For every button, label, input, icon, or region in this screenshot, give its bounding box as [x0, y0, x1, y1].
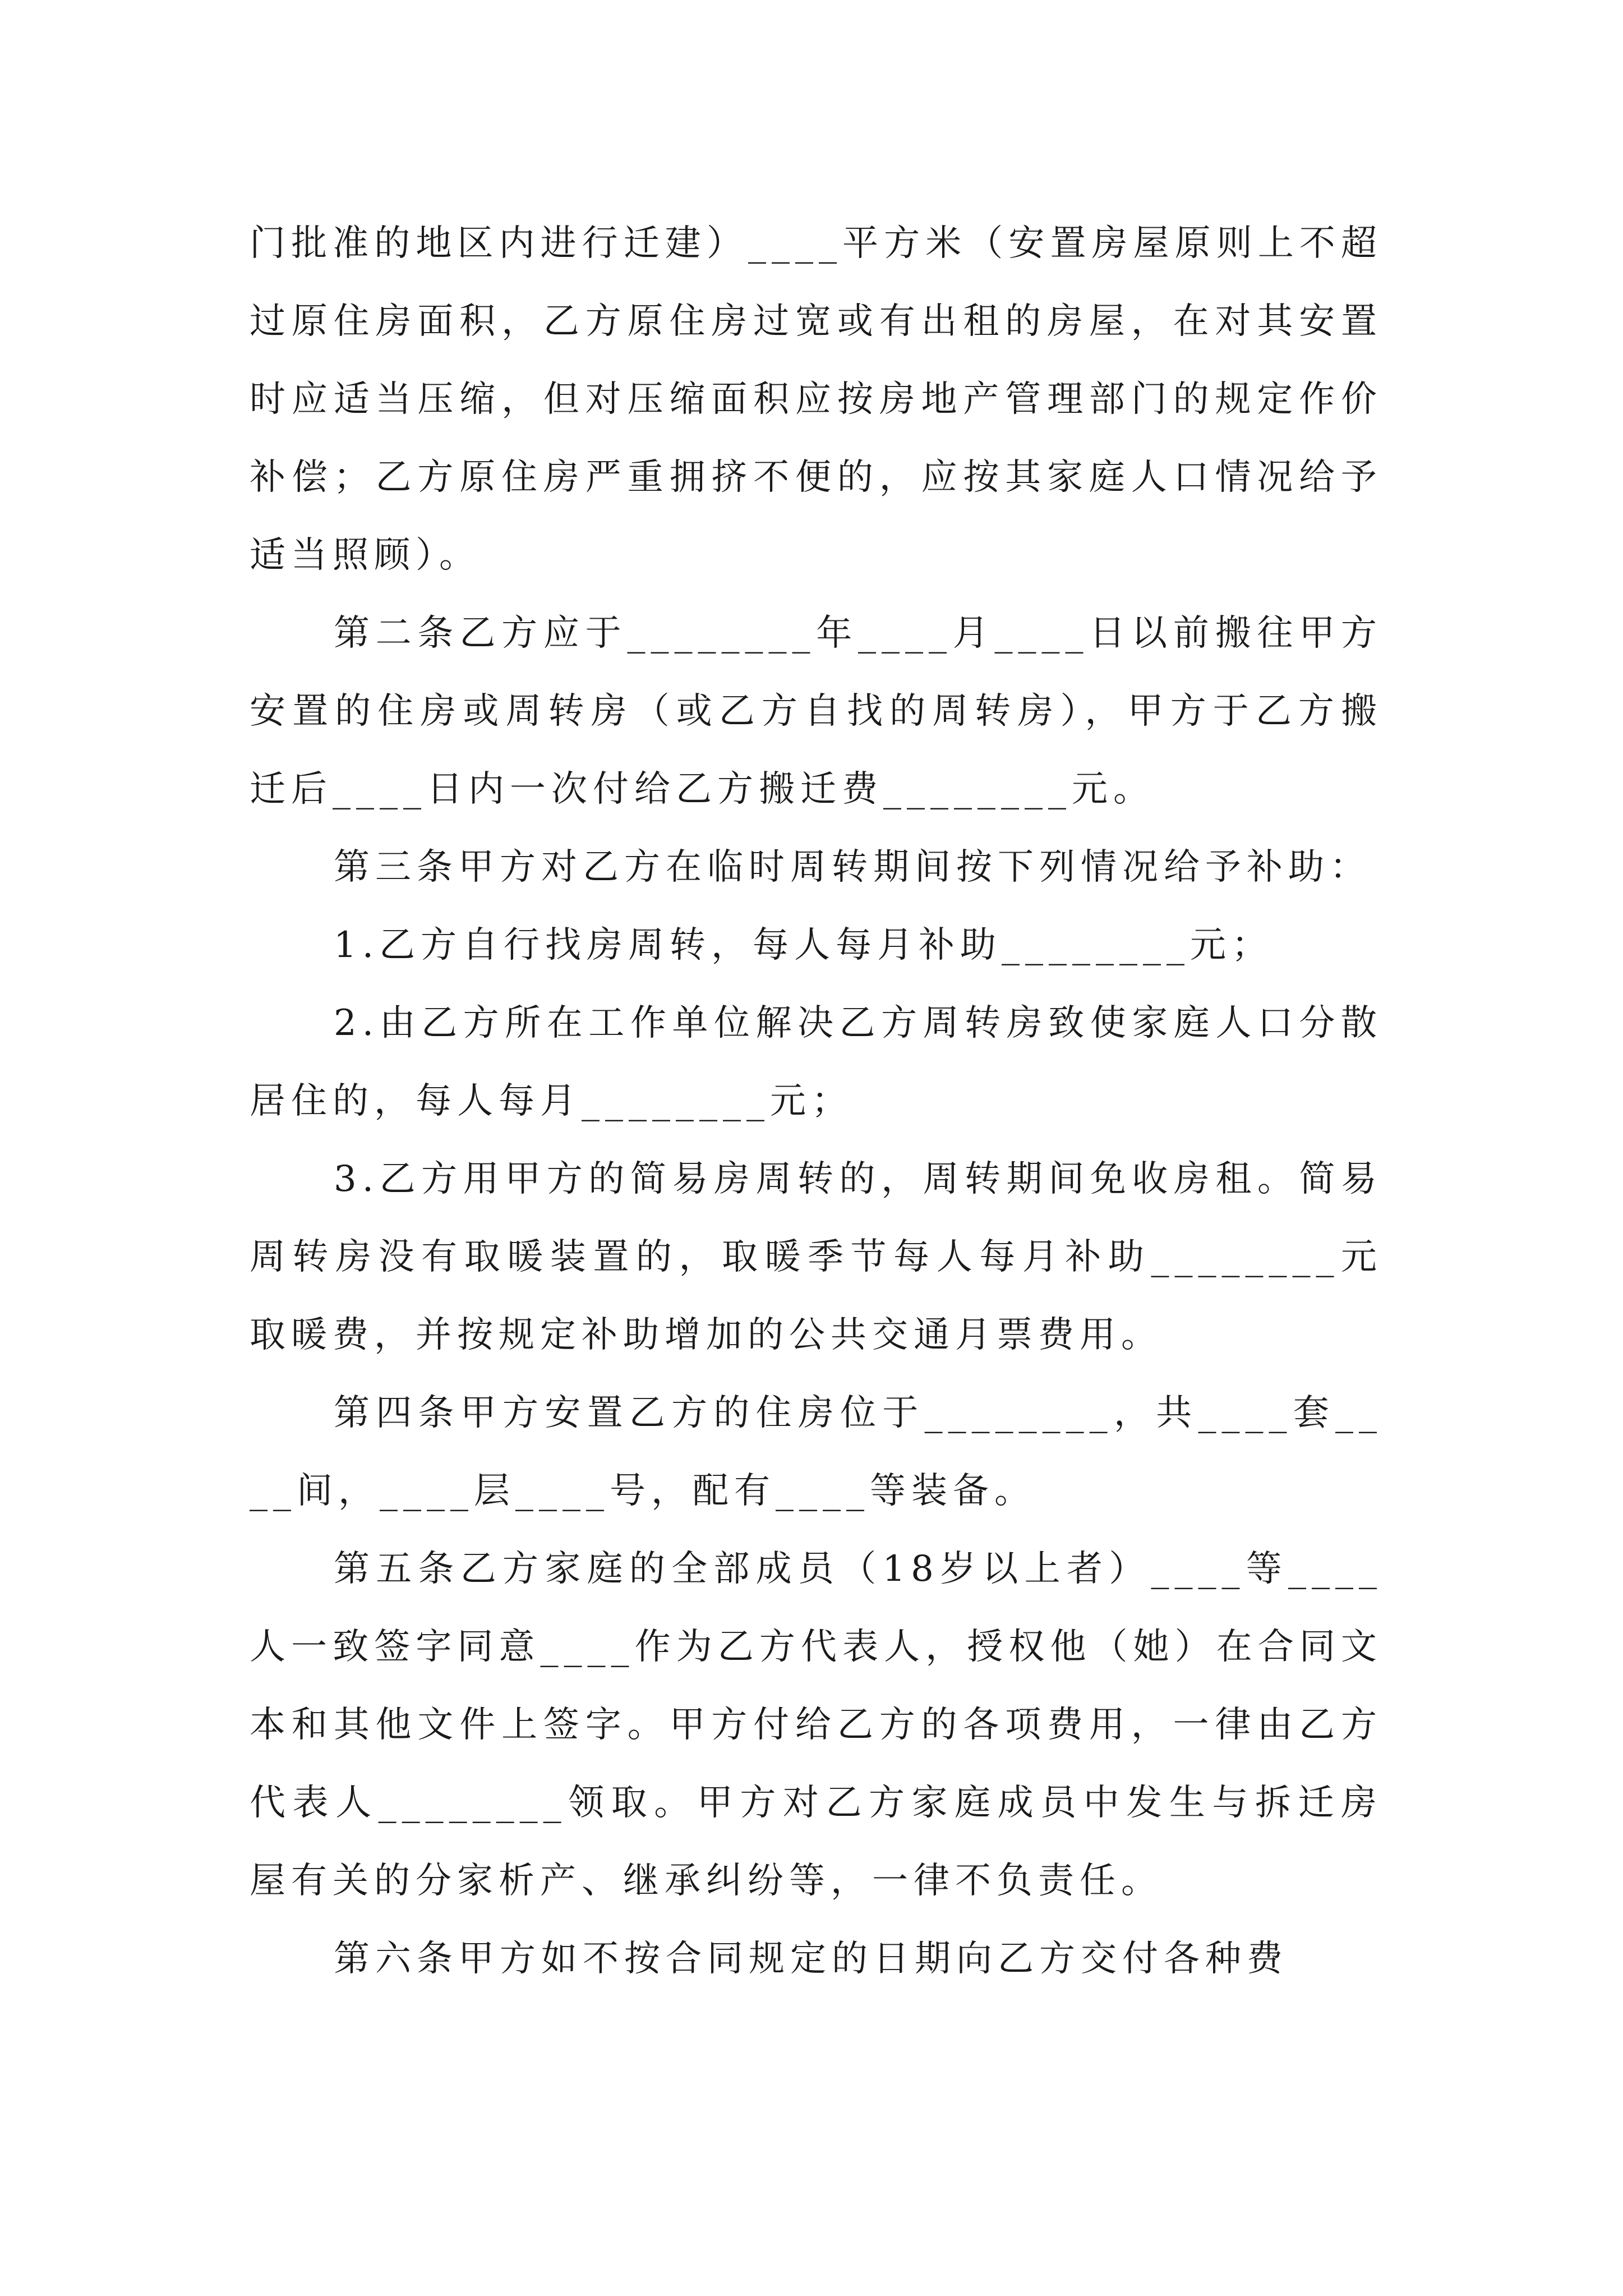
document-body	[250, 205, 1382, 1998]
paragraph-continuation: 门批准的地区内进行迁建）____平方米（安置房屋原则上不超过原住房面积，乙方原住房过宽或有出租的房屋，在对其安置时应适当压缩，但对压缩面积应按房地产管理部门的规定作价补偿；乙方原住房严重拥挤不便的，应按其家庭人口情况给予适当照顾）。	[250, 223, 1382, 576]
article-3-item-3: 3.乙方用甲方的简易房周转的，周转期间免收房租。简易周转房没有取暖装置的，取暖季节每人每月补助________元取暖费，并按规定补助增加的公共交通月票费用。	[250, 1158, 1382, 1356]
article-5-paragraph: 第五条乙方家庭的全部成员（18岁以上者）____等____人一致签字同意____作为乙方代表人，授权他（她）在合同文本和其他文件上签字。甲方付给乙方的各项费用，一律由乙方代表人________领取。甲方对乙方家庭成员中发生与拆迁房屋有关的分家析产、继承纠纷等，一律不负责任。	[250, 1548, 1382, 1902]
article-4-paragraph: 第四条甲方安置乙方的住房位于________，共____套____间，____层____号，配有____等装备。	[250, 1392, 1382, 1512]
article-3-item-2: 2.由乙方所在工作单位解决乙方周转房致使家庭人口分散居住的，每人每月________元；	[250, 1002, 1382, 1122]
article-2-paragraph: 第二条乙方应于________年____月____日以前搬往甲方安置的住房或周转房（或乙方自找的周转房），甲方于乙方搬迁后____日内一次付给乙方搬迁费________元。	[250, 613, 1382, 810]
article-3-paragraph: 第三条甲方对乙方在临时周转期间按下列情况给予补助：	[334, 846, 1371, 888]
article-6-paragraph: 第六条甲方如不按合同规定的日期向乙方交付各种费	[334, 1938, 1288, 1980]
article-3-item-1: 1.乙方自行找房周转，每人每月补助________元；	[334, 924, 1274, 966]
